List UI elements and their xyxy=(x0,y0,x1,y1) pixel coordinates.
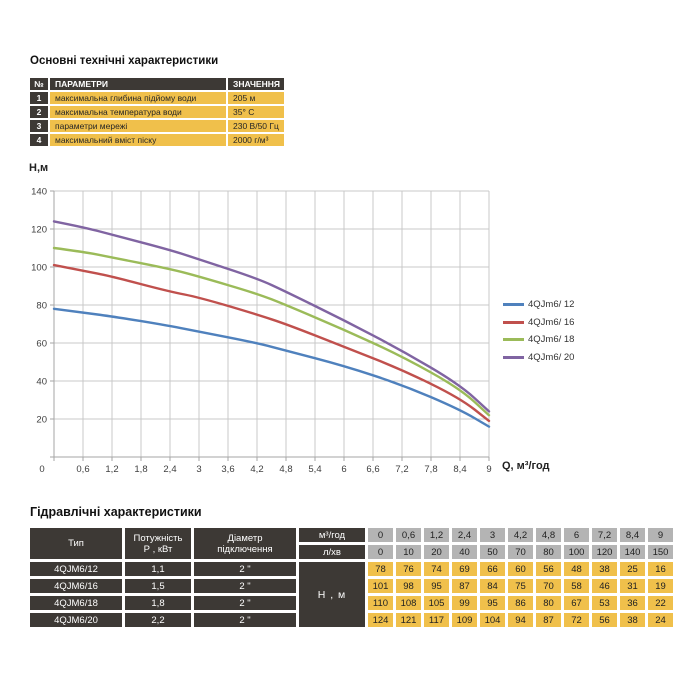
head-value: 94 xyxy=(508,613,533,627)
flow-value-lmin: 100 xyxy=(564,545,589,559)
pump-diameter: 2 " xyxy=(194,596,296,610)
legend-line-swatch xyxy=(503,338,524,341)
head-value: 22 xyxy=(648,596,673,610)
head-value: 46 xyxy=(592,579,617,593)
x-tick-label: 4,2 xyxy=(250,464,264,475)
x-tick-label: 7,8 xyxy=(424,464,438,475)
head-value: 72 xyxy=(564,613,589,627)
head-value: 95 xyxy=(424,579,449,593)
head-value: 117 xyxy=(424,613,449,627)
head-value: 87 xyxy=(536,613,561,627)
head-value: 66 xyxy=(480,562,505,576)
col-header-power-line: Р , кВт xyxy=(143,543,173,555)
legend-line-swatch xyxy=(503,321,524,324)
chart-legend xyxy=(503,296,574,366)
x-tick-label: 6,6 xyxy=(366,464,380,475)
head-value: 53 xyxy=(592,596,617,610)
head-value: 74 xyxy=(424,562,449,576)
tech-row-value: 2000 г/м³ xyxy=(228,134,284,146)
tech-row-num: 2 xyxy=(30,106,48,118)
y-tick-label: 80 xyxy=(36,300,47,312)
y-tick-label: 140 xyxy=(31,186,47,198)
legend-label: 4QJm6/ 16 xyxy=(528,316,575,328)
x-tick-label: 3 xyxy=(196,464,202,475)
tech-section-title: Основні технічні характеристики xyxy=(30,55,219,67)
head-value: 108 xyxy=(396,596,421,610)
legend-item xyxy=(503,314,574,332)
legend-line-swatch xyxy=(503,356,524,359)
tech-row-param: максимальний вміст піску xyxy=(50,134,226,146)
y-tick-label: 60 xyxy=(36,338,47,350)
head-value: 121 xyxy=(396,613,421,627)
col-header-power xyxy=(125,528,191,559)
legend-item xyxy=(503,296,574,314)
head-value: 69 xyxy=(452,562,477,576)
head-value: 25 xyxy=(620,562,645,576)
tech-row-param: параметри мережі xyxy=(50,120,226,132)
pump-power: 2,2 xyxy=(125,613,191,627)
head-value: 104 xyxy=(480,613,505,627)
pump-diameter: 2 " xyxy=(194,613,296,627)
tech-row-num: 3 xyxy=(30,120,48,132)
legend-line-swatch xyxy=(503,303,524,306)
pump-type: 4QJM6/20 xyxy=(30,613,122,627)
head-value: 86 xyxy=(508,596,533,610)
pump-diameter: 2 " xyxy=(194,579,296,593)
hydraulic-table xyxy=(30,528,673,627)
head-value: 78 xyxy=(368,562,393,576)
flow-unit-lmin: л/хв xyxy=(299,545,365,559)
x-tick-label: 1,2 xyxy=(105,464,119,475)
head-value: 110 xyxy=(368,596,393,610)
head-unit-label: Н , м xyxy=(299,562,365,627)
pump-diameter: 2 " xyxy=(194,562,296,576)
y-tick-label: 100 xyxy=(31,262,47,274)
head-value: 38 xyxy=(620,613,645,627)
flow-value-m3h: 1,2 xyxy=(424,528,449,542)
head-value: 76 xyxy=(396,562,421,576)
flow-value-m3h: 6 xyxy=(564,528,589,542)
legend-label: 4QJm6/ 20 xyxy=(528,351,575,363)
flow-value-m3h: 0,6 xyxy=(396,528,421,542)
y-tick-label: 20 xyxy=(36,414,47,426)
x-tick-label: 2,4 xyxy=(163,464,177,475)
head-value: 58 xyxy=(564,579,589,593)
x-tick-label: 7,2 xyxy=(395,464,409,475)
tech-header-num: № xyxy=(30,78,48,90)
head-value: 75 xyxy=(508,579,533,593)
series-line-4QJm6/18 xyxy=(54,248,489,415)
pump-power: 1,5 xyxy=(125,579,191,593)
tech-row-param: максимальна глибина підйому води xyxy=(50,92,226,104)
x-tick-label: 1,8 xyxy=(134,464,148,475)
chart-y-axis-title: Н,м xyxy=(29,162,49,174)
y-tick-label: 40 xyxy=(36,376,47,388)
legend-label: 4QJm6/ 18 xyxy=(528,334,575,346)
hydraulic-section-title: Гідравлічні характеристики xyxy=(30,505,202,519)
col-header-type: Тип xyxy=(30,528,122,559)
tech-row-value: 205 м xyxy=(228,92,284,104)
x-tick-label: 9 xyxy=(486,464,492,475)
flow-value-m3h: 4,8 xyxy=(536,528,561,542)
head-value: 67 xyxy=(564,596,589,610)
head-value: 56 xyxy=(592,613,617,627)
col-header-diameter xyxy=(194,528,296,559)
legend-label: 4QJm6/ 12 xyxy=(528,299,575,311)
x-tick-label: 6 xyxy=(341,464,347,475)
flow-value-m3h: 8,4 xyxy=(620,528,645,542)
x-tick-label: 8,4 xyxy=(453,464,467,475)
head-value: 38 xyxy=(592,562,617,576)
head-value: 95 xyxy=(480,596,505,610)
head-value: 105 xyxy=(424,596,449,610)
head-value: 70 xyxy=(536,579,561,593)
series-line-4QJm6/20 xyxy=(54,221,489,411)
flow-value-lmin: 40 xyxy=(452,545,477,559)
x-tick-label: 0 xyxy=(39,464,45,475)
flow-value-lmin: 20 xyxy=(424,545,449,559)
head-value: 48 xyxy=(564,562,589,576)
x-tick-label: 5,4 xyxy=(308,464,322,475)
head-value: 109 xyxy=(452,613,477,627)
flow-value-m3h: 0 xyxy=(368,528,393,542)
pump-power: 1,8 xyxy=(125,596,191,610)
x-tick-label: 0,6 xyxy=(76,464,90,475)
tech-row-num: 1 xyxy=(30,92,48,104)
x-tick-label: 4,8 xyxy=(279,464,293,475)
flow-value-lmin: 120 xyxy=(592,545,617,559)
col-header-diameter-line: Діаметр xyxy=(227,532,263,544)
pump-type: 4QJM6/16 xyxy=(30,579,122,593)
x-tick-label: 3,6 xyxy=(221,464,235,475)
flow-value-lmin: 50 xyxy=(480,545,505,559)
tech-row-num: 4 xyxy=(30,134,48,146)
head-value: 31 xyxy=(620,579,645,593)
tech-row-param: максимальна температура води xyxy=(50,106,226,118)
col-header-power-line: Потужність xyxy=(133,532,183,544)
flow-value-lmin: 10 xyxy=(396,545,421,559)
legend-item xyxy=(503,331,574,349)
flow-value-lmin: 150 xyxy=(648,545,673,559)
y-tick-label: 120 xyxy=(31,224,47,236)
flow-value-lmin: 70 xyxy=(508,545,533,559)
pump-type: 4QJM6/12 xyxy=(30,562,122,576)
tech-header-value: ЗНАЧЕННЯ xyxy=(228,78,284,90)
head-value: 87 xyxy=(452,579,477,593)
head-value: 99 xyxy=(452,596,477,610)
legend-item xyxy=(503,349,574,367)
col-header-diameter-line: підключення xyxy=(217,543,273,555)
chart-x-axis-title: Q, м³/год xyxy=(502,460,550,472)
pump-power: 1,1 xyxy=(125,562,191,576)
flow-value-lmin: 0 xyxy=(368,545,393,559)
head-value: 19 xyxy=(648,579,673,593)
flow-value-m3h: 7,2 xyxy=(592,528,617,542)
tech-row-value: 230 В/50 Гц xyxy=(228,120,284,132)
flow-value-m3h: 4,2 xyxy=(508,528,533,542)
pump-type: 4QJM6/18 xyxy=(30,596,122,610)
head-value: 80 xyxy=(536,596,561,610)
head-value: 124 xyxy=(368,613,393,627)
head-value: 36 xyxy=(620,596,645,610)
flow-value-lmin: 140 xyxy=(620,545,645,559)
flow-value-m3h: 9 xyxy=(648,528,673,542)
flow-value-m3h: 2,4 xyxy=(452,528,477,542)
head-value: 16 xyxy=(648,562,673,576)
tech-row-value: 35° С xyxy=(228,106,284,118)
flow-value-m3h: 3 xyxy=(480,528,505,542)
head-value: 98 xyxy=(396,579,421,593)
head-value: 56 xyxy=(536,562,561,576)
head-value: 101 xyxy=(368,579,393,593)
head-value: 24 xyxy=(648,613,673,627)
flow-value-lmin: 80 xyxy=(536,545,561,559)
flow-unit-m3h: м³/год xyxy=(299,528,365,542)
head-value: 60 xyxy=(508,562,533,576)
tech-header-param: ПАРАМЕТРИ xyxy=(50,78,226,90)
head-value: 84 xyxy=(480,579,505,593)
